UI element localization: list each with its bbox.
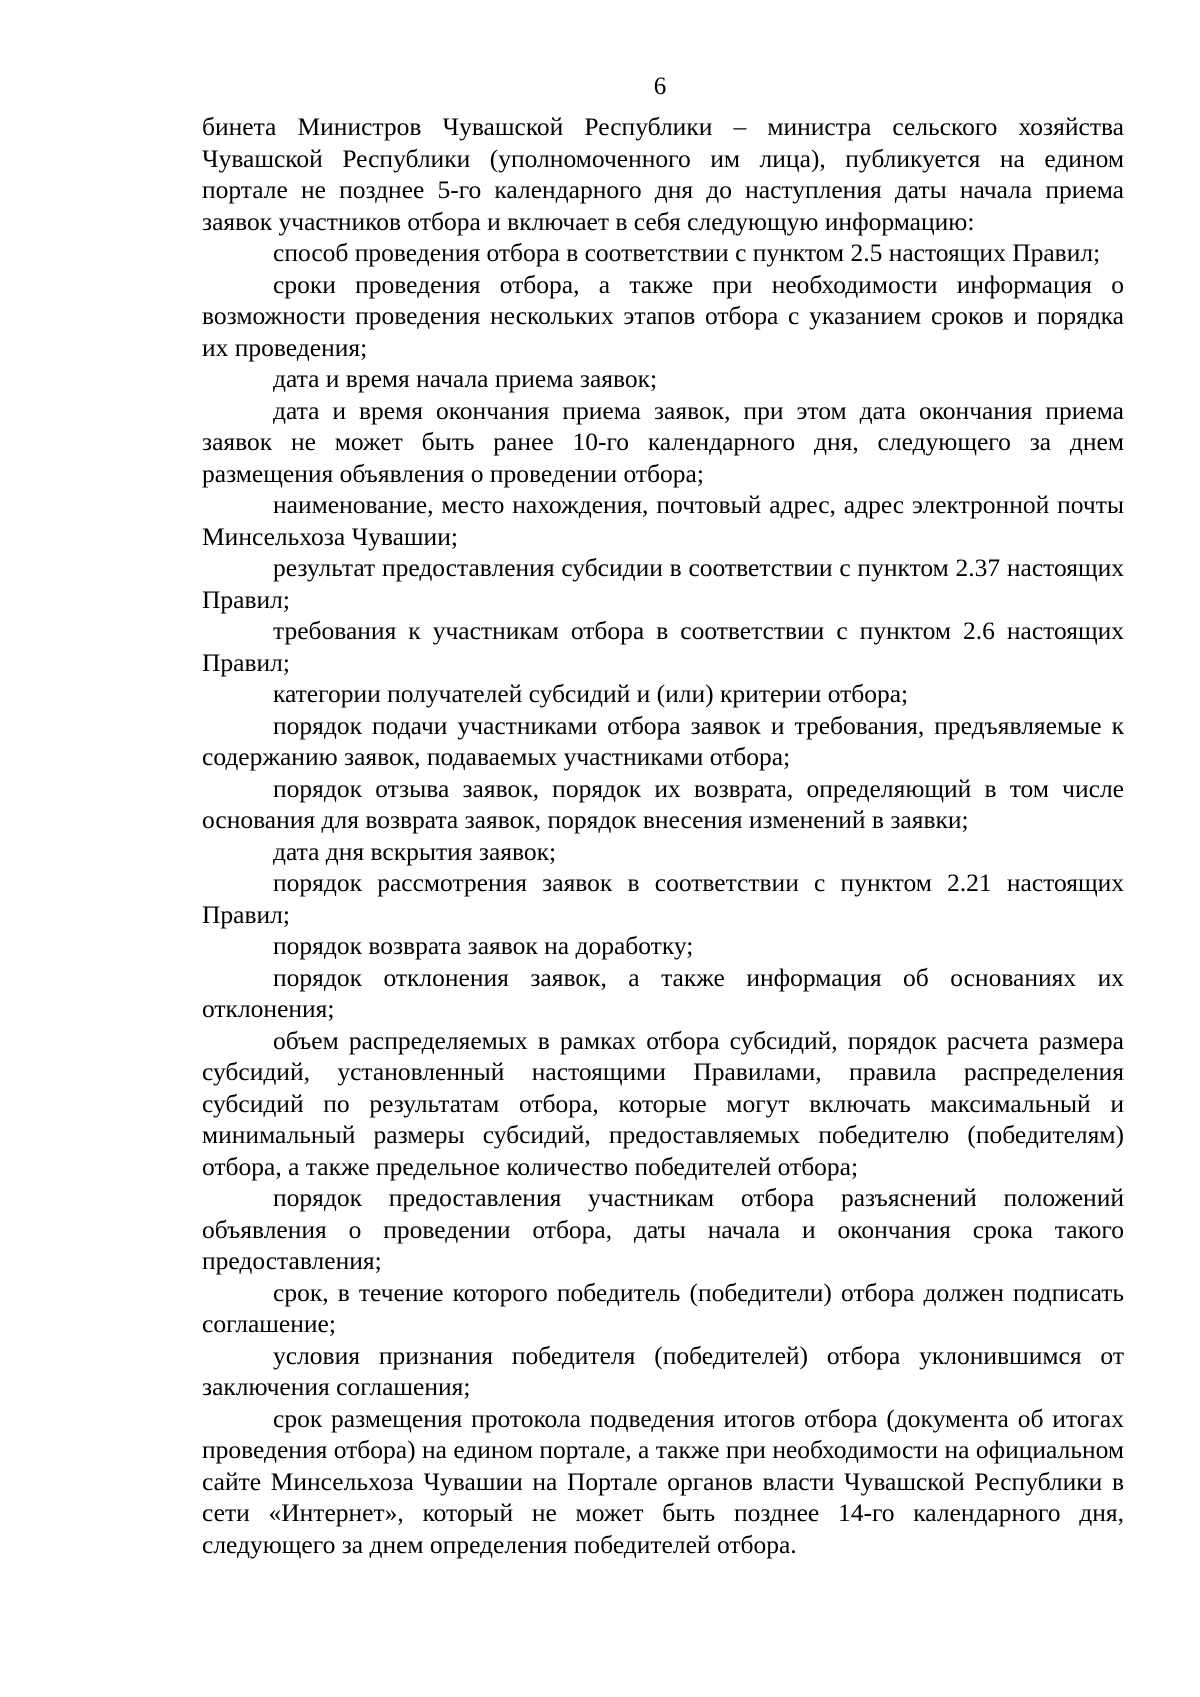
page-number: 6 — [653, 73, 667, 100]
document-body — [202, 111, 1124, 1560]
list-item: срок размещения протокола подведения итогов отбора (документа об итогах проведения отбора) на едином портале, а также при необходимости на официальном сайте Минсельхоза Чувашии на Портале органов власти Чувашской Республики в сети «Интернет», который не может быть позднее 14-го календарного дня, следующего за днем определения победителей отбора. — [202, 1403, 1124, 1559]
list-item: порядок подачи участниками отбора заявок и требования, предъявляемые к содержанию заявок, подаваемых участниками отбора; — [202, 710, 1124, 771]
list-item: объем распределяемых в рамках отбора субсидий, порядок расчета размера субсидий, установленный настоящими Правилами, правила распределения субсидий по результатам отбора, которые могут включать максимальный и минимальный размеры субсидий, предоставляемых победителю (победителям) отбора, а также предельное количество победителей отбора; — [202, 1025, 1124, 1181]
list-item: сроки проведения отбора, а также при необходимости информация о возможности проведения нескольких этапов отбора с указанием сроков и порядка их проведения; — [202, 269, 1124, 362]
list-item: дата и время начала приема заявок; — [273, 364, 658, 393]
list-item: способ проведения отбора в соответствии с пунктом 2.5 настоящих Правил; — [273, 238, 1101, 267]
list-item: порядок предоставления участникам отбора разъяснений положений объявления о проведении отбора, даты начала и окончания срока такого предоставления; — [202, 1183, 1124, 1275]
list-item: дата дня вскрытия заявок; — [273, 836, 557, 866]
list-item: результат предоставления субсидии в соответствии с пунктом 2.37 настоящих Правил; — [202, 553, 1124, 614]
list-item: дата и время окончания приема заявок, при этом дата окончания приема заявок не может быть ранее 10-го календарного дня, следующего за днем размещения объявления о проведении отбора; — [202, 395, 1124, 488]
list-item: срок, в течение которого победитель (победители) отбора должен подписать соглашение; — [202, 1277, 1124, 1338]
paragraph: бинета Министров Чувашской Республики – министра сельского хозяйства Чувашской Республики (уполномоченного им лица), публикуется на едином портале не позднее 5-го календарного дня до наступления даты начала приема заявок участников отбора и включает в себя следующую информацию: — [202, 112, 1124, 236]
list-item: порядок отклонения заявок, а также информация об основаниях их отклонения; — [202, 962, 1124, 1023]
list-item: условия признания победителя (победителей) отбора уклонившимся от заключения соглашения; — [202, 1340, 1124, 1401]
list-item: порядок отзыва заявок, порядок их возврата, определяющий в том числе основания для возврата заявок, порядок внесения изменений в заявки; — [202, 773, 1124, 834]
list-item: наименование, место нахождения, почтовый адрес, адрес электронной почты Минсельхоза Чувашии; — [202, 490, 1124, 551]
list-item: категории получателей субсидий и (или) критерии отбора; — [273, 679, 909, 708]
list-item: требования к участникам отбора в соответствии с пунктом 2.6 настоящих Правил; — [202, 616, 1124, 677]
list-item: порядок возврата заявок на доработку; — [273, 931, 694, 960]
list-item: порядок рассмотрения заявок в соответствии с пунктом 2.21 настоящих Правил; — [202, 868, 1124, 929]
